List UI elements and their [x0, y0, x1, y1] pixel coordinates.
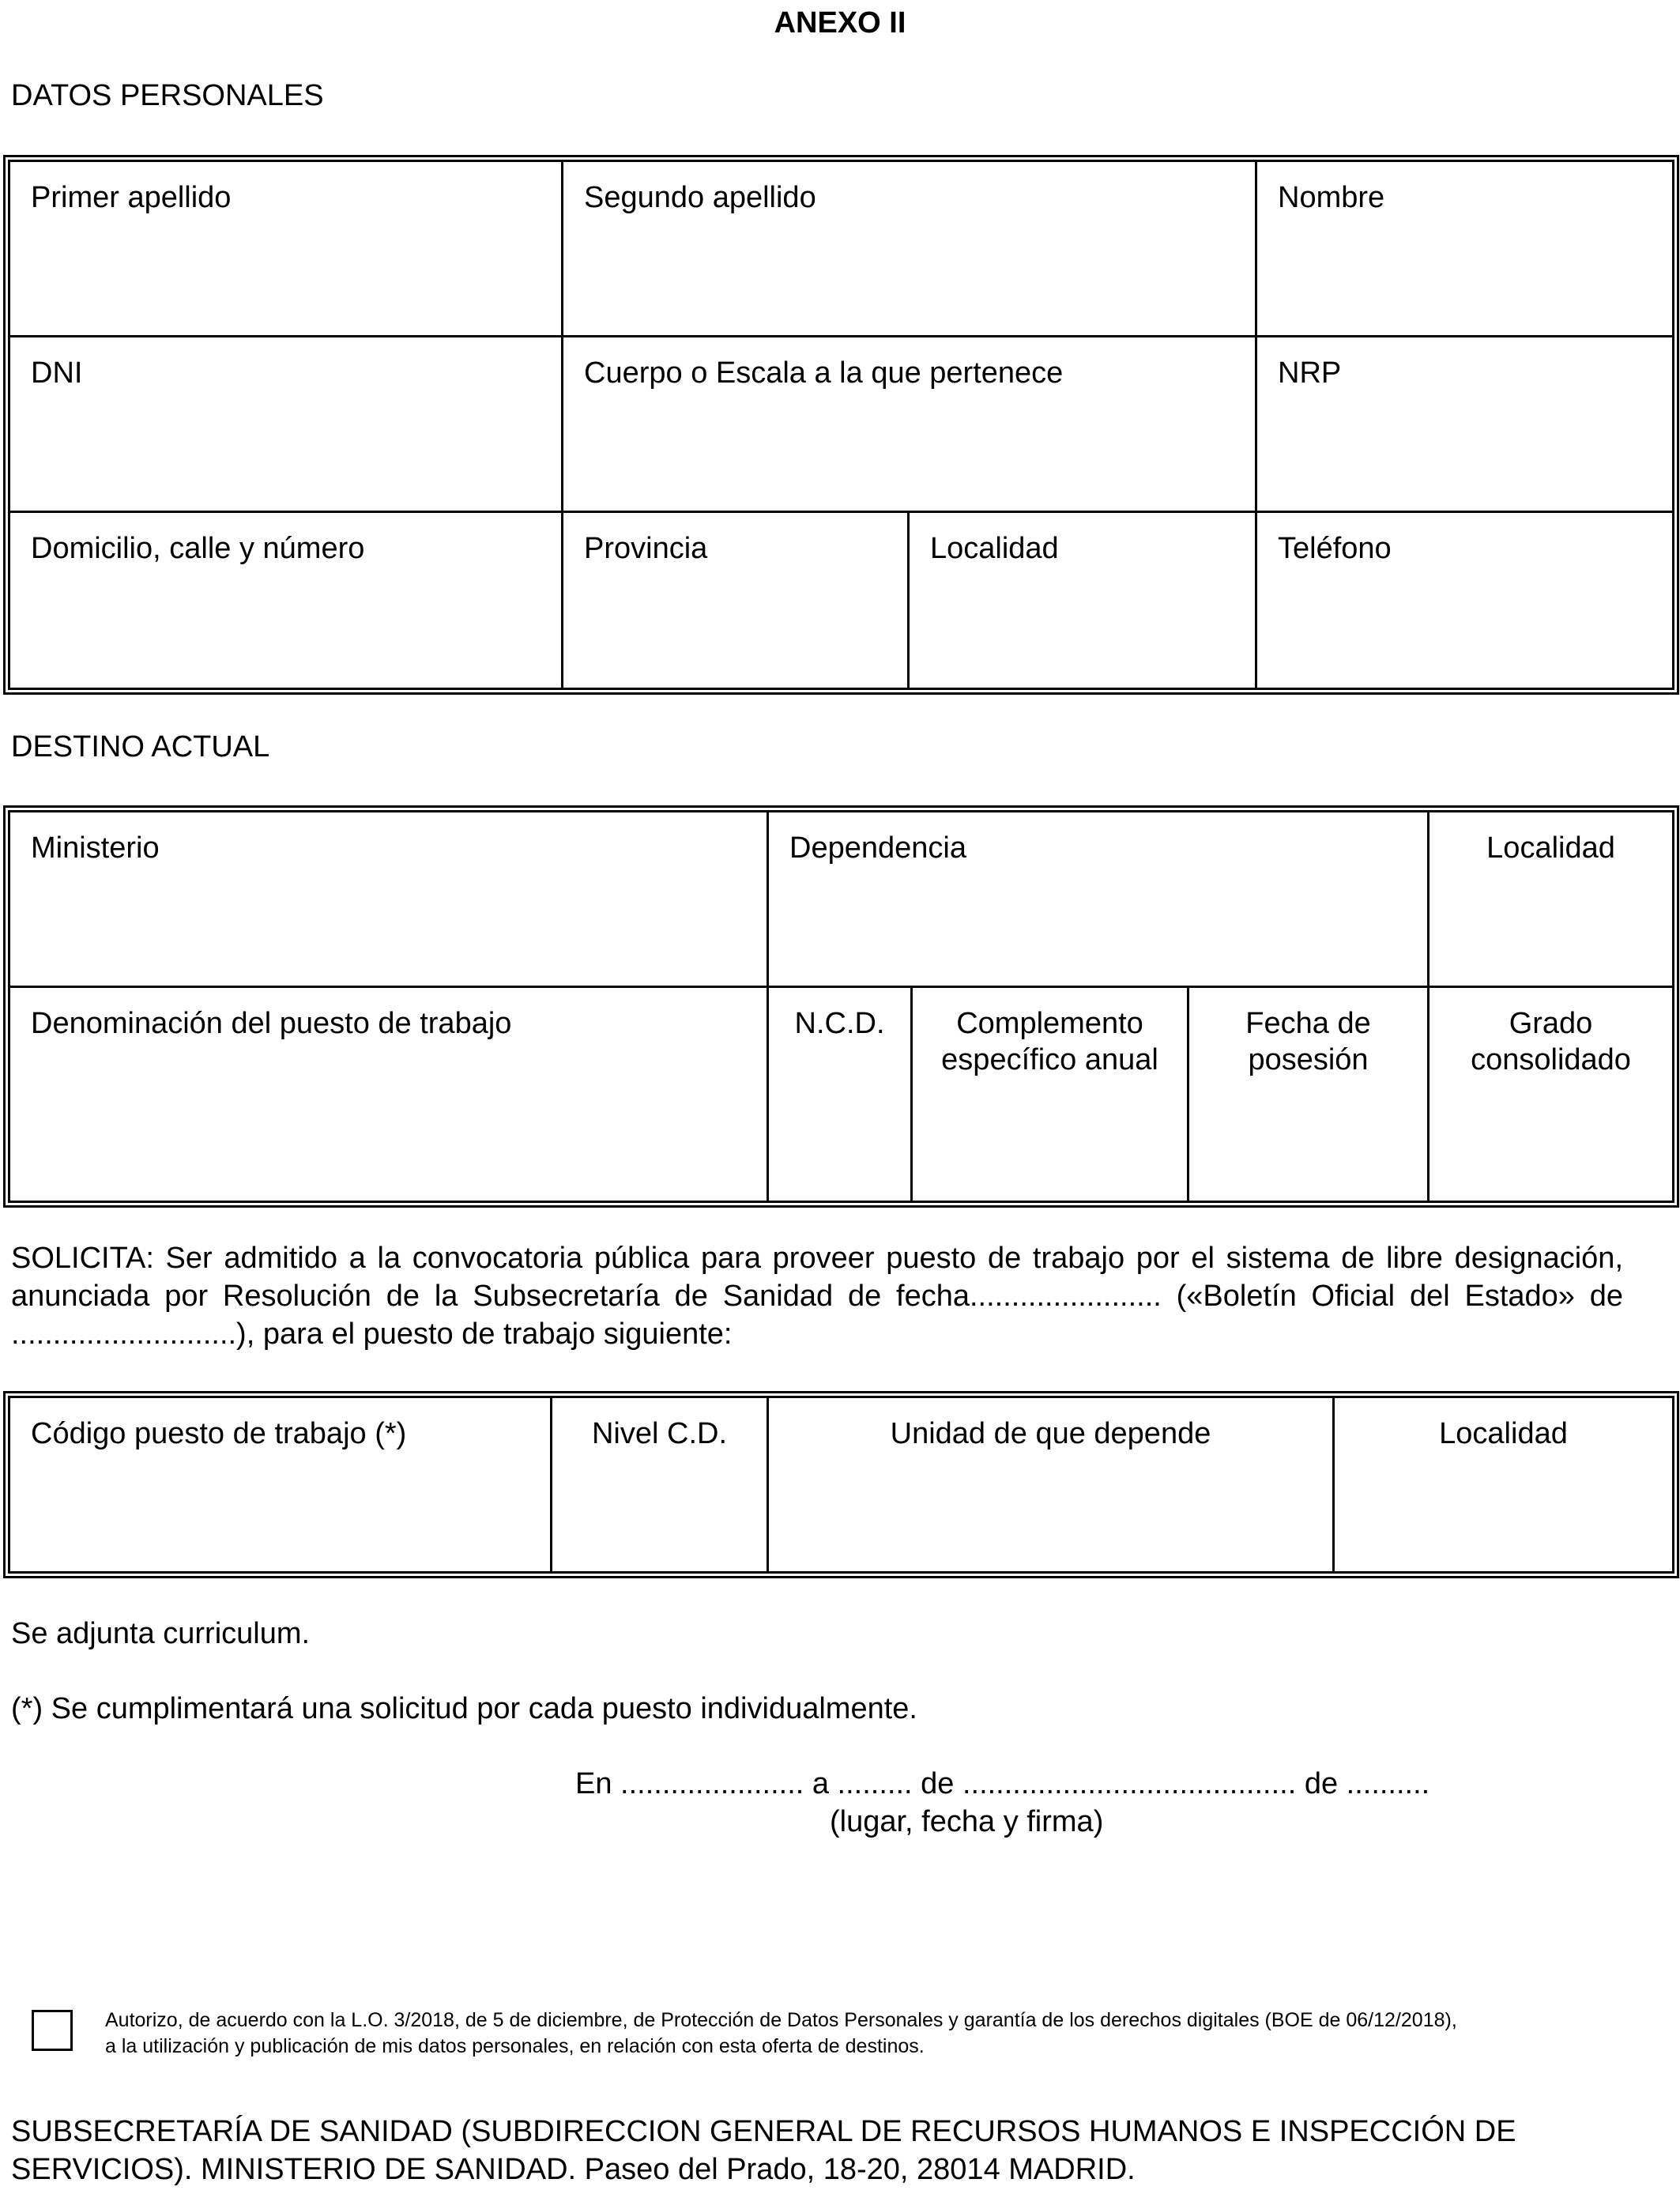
dni-field[interactable] [9, 337, 563, 512]
unidad-label: Unidad de que depende [890, 1417, 1211, 1450]
grado-consolidado-field[interactable] [1429, 987, 1674, 1202]
nivel-cd-field[interactable] [552, 1397, 768, 1573]
cuerpo-escala-field[interactable] [563, 337, 1256, 512]
autorizo-text [105, 2007, 1638, 2060]
page-title: ANEXO II [774, 6, 906, 40]
fecha-posesion-label-line2: posesión [1248, 1043, 1369, 1076]
codigo-puesto-label: Código puesto de trabajo (*) [31, 1417, 407, 1450]
ministerio-label: Ministerio [31, 831, 160, 865]
footer-address: SUBSECRETARÍA DE SANIDAD (SUBDIRECCION GENERAL DE RECURSOS HUMANOS E INSPECCIÓN DE SERVICIOS). MINISTERIO DE SANIDAD. Paseo del Prado, 18-20, 28014 MADRID. [11, 2115, 1516, 2186]
segundo-apellido-field[interactable] [563, 161, 1256, 337]
localidad-puesto-field[interactable] [1334, 1397, 1674, 1573]
datos-personales-table [8, 160, 1674, 690]
domicilio-field[interactable] [9, 512, 563, 689]
localidad-actual-label: Localidad [1486, 831, 1615, 865]
fecha-posesion-label-line1: Fecha de [1245, 1007, 1371, 1040]
autorizo-text-line2: a la utilización y publicación de mis datos personales, en relación con esta oferta de destinos. [105, 2035, 925, 2057]
localidad-puesto-label: Localidad [1439, 1417, 1568, 1450]
destino-actual-heading: DESTINO ACTUAL [11, 730, 270, 763]
nombre-field[interactable] [1256, 161, 1674, 337]
cuerpo-escala-label: Cuerpo o Escala a la que pertenece [584, 356, 1064, 390]
dependencia-label: Dependencia [789, 831, 966, 865]
datos-personales-heading: DATOS PERSONALES [11, 79, 324, 112]
primer-apellido-field[interactable] [9, 161, 563, 337]
denominacion-label: Denominación del puesto de trabajo [31, 1007, 512, 1040]
localidad-field[interactable] [909, 512, 1256, 689]
nrp-field[interactable] [1256, 337, 1674, 512]
ministerio-field[interactable] [9, 812, 768, 987]
localidad-actual-field[interactable] [1429, 812, 1674, 987]
grado-consolidado-label-line2: consolidado [1471, 1043, 1631, 1076]
dependencia-field[interactable] [768, 812, 1429, 987]
lugar-fecha-line: En ...................... a ......... de ........................................ de .......... [575, 1767, 1430, 1800]
denominacion-field[interactable] [9, 987, 768, 1202]
grado-consolidado-label-line1: Grado [1509, 1007, 1593, 1040]
solicita-paragraph: SOLICITA: Ser admitido a la convocatoria pública para proveer puesto de trabajo por el sistema de libre designación, anunciada por Resolución de la Subsecretaría de Sanidad de fecha....................... («Boletín Oficial del Estado» de ...........................), para el puesto de trabajo siguiente: [11, 1242, 1623, 1351]
lugar-fecha-hint: (lugar, fecha y firma) [830, 1805, 1104, 1838]
adjunta-curriculum-text: Se adjunta curriculum. [11, 1617, 311, 1650]
complemento-field[interactable] [912, 987, 1188, 1202]
localidad-label: Localidad [930, 532, 1059, 565]
ncd-field[interactable] [768, 987, 912, 1202]
telefono-label: Teléfono [1278, 532, 1392, 565]
dni-label: DNI [31, 356, 83, 390]
destino-actual-table [8, 810, 1674, 1203]
autorizo-text-line1: Autorizo, de acuerdo con la L.O. 3/2018, de 5 de diciembre, de Protección de Datos Personales y garantía de los derechos digitales (BOE de 06/12/2018), [105, 2009, 1457, 2031]
puesto-table [8, 1396, 1674, 1574]
fecha-posesion-field[interactable] [1188, 987, 1429, 1202]
ncd-label: N.C.D. [794, 1007, 885, 1040]
provincia-label: Provincia [584, 532, 708, 565]
nombre-label: Nombre [1278, 181, 1385, 214]
primer-apellido-label: Primer apellido [31, 181, 232, 214]
telefono-field[interactable] [1256, 512, 1674, 689]
nivel-cd-label: Nivel C.D. [591, 1417, 728, 1450]
autorizo-checkbox[interactable] [32, 2010, 73, 2051]
unidad-field[interactable] [768, 1397, 1334, 1573]
codigo-puesto-field[interactable] [9, 1397, 552, 1573]
nota-text: (*) Se cumplimentará una solicitud por cada puesto individualmente. [11, 1692, 917, 1725]
domicilio-label: Domicilio, calle y número [31, 532, 365, 565]
segundo-apellido-label: Segundo apellido [584, 181, 816, 214]
nrp-label: NRP [1278, 356, 1342, 390]
complemento-label-line2: específico anual [941, 1043, 1158, 1076]
provincia-field[interactable] [563, 512, 909, 689]
complemento-label-line1: Complemento [956, 1007, 1143, 1040]
